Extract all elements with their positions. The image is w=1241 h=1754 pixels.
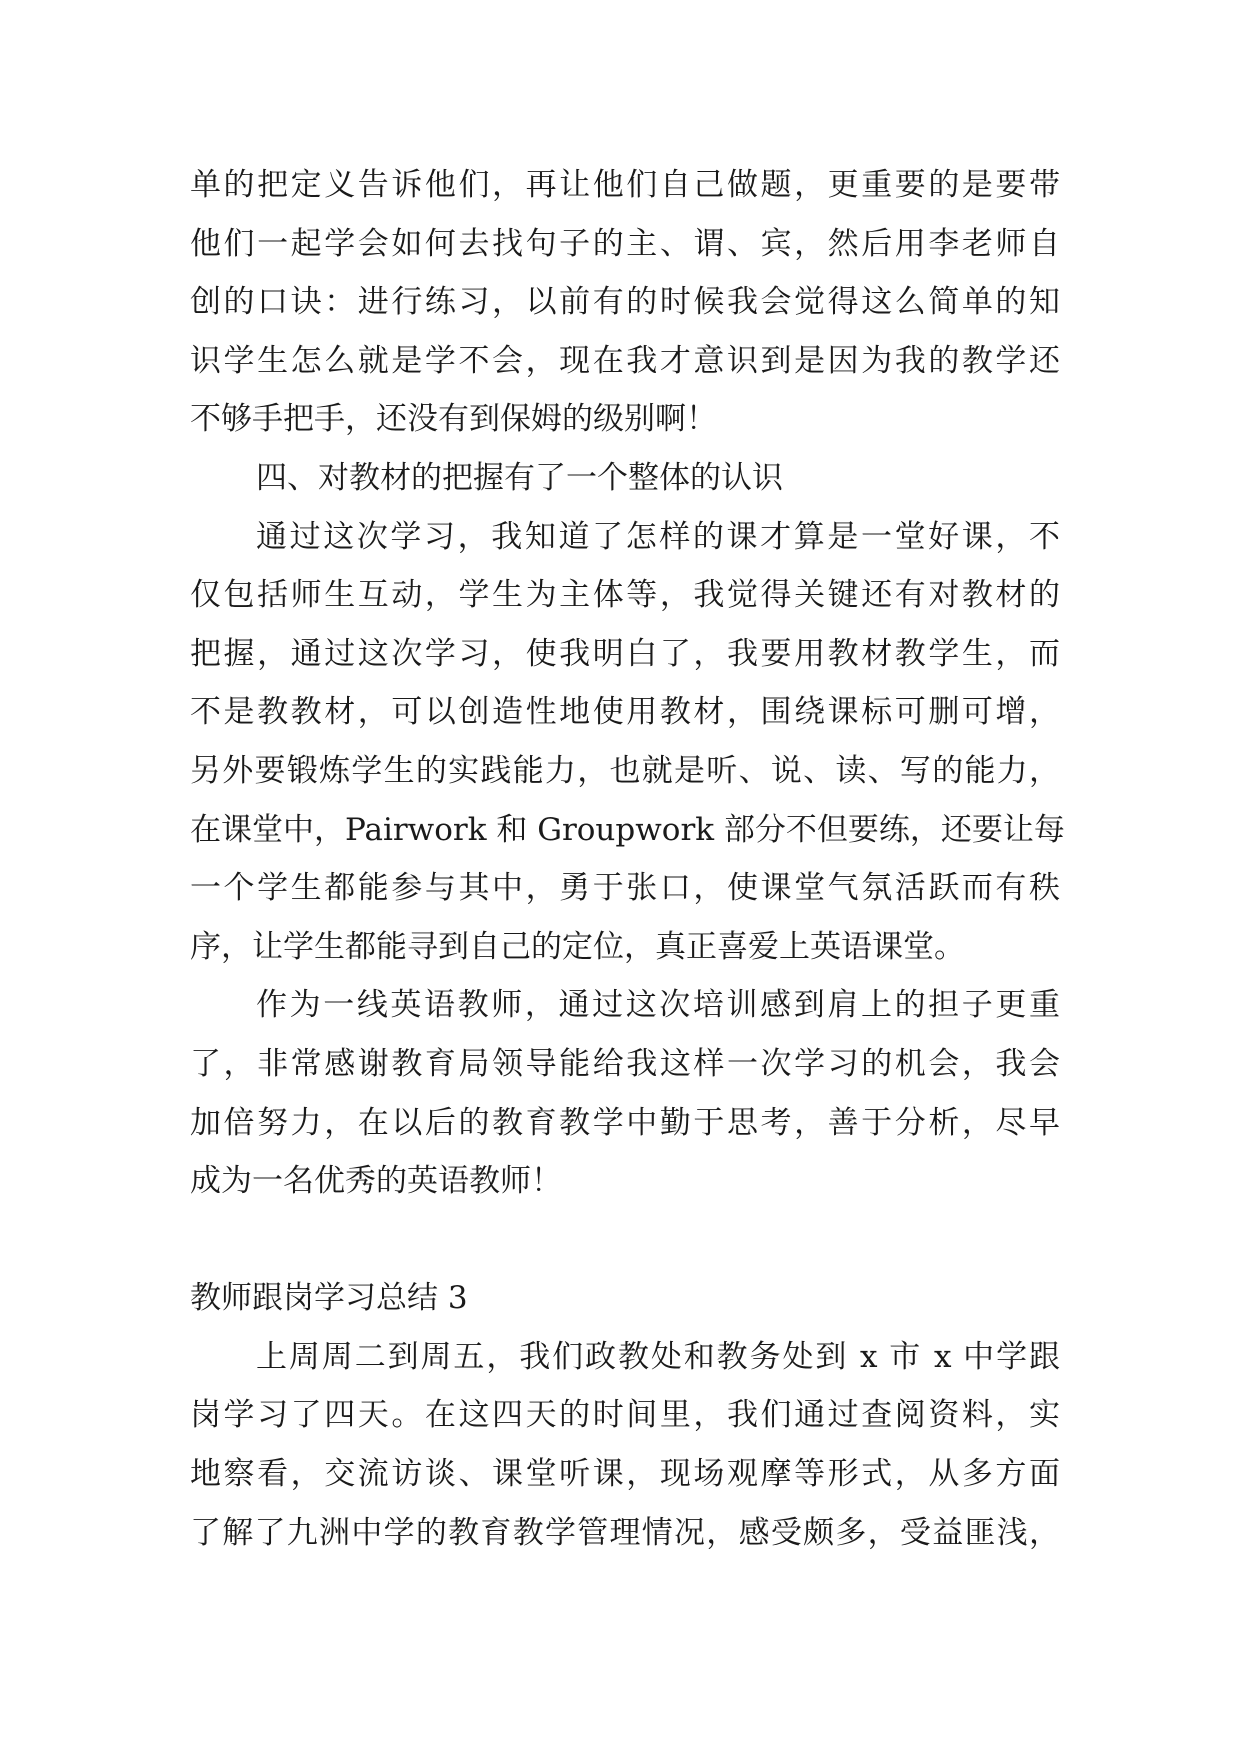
summary-three-title: 教师跟岗学习总结 3	[190, 1280, 468, 1317]
text-line: 上周周二到周五，我们政教处和教务处到 x 市 x 中学跟	[256, 1338, 1060, 1375]
section-gap	[190, 1211, 1060, 1270]
text-line: 序，让学生都能寻到自己的定位，真正喜爱上英语课堂。	[190, 928, 965, 965]
text-line: 单的把定义告诉他们，再让他们自己做题，更重要的是要带	[190, 167, 1060, 203]
paragraph-summary-three	[190, 1328, 1060, 1562]
paragraph-continued	[190, 156, 1060, 449]
text-line: 岗学习了四天。在这四天的时间里，我们通过查阅资料，实	[190, 1397, 1060, 1434]
text-line: 一个学生都能参与其中，勇于张口，使课堂气氛活跃而有秩	[190, 870, 1060, 907]
text-line: 作为一线英语教师，通过这次培训感到肩上的担子更重	[256, 987, 1060, 1024]
text-line: 通过这次学习，我知道了怎样的课才算是一堂好课，不	[256, 518, 1060, 555]
text-line: 了，非常感谢教育局领导能给我这样一次学习的机会，我会	[190, 1045, 1060, 1082]
paragraph-textbook	[190, 508, 1065, 977]
document-body	[190, 156, 1065, 1562]
text-line: 了解了九洲中学的教育教学管理情况，感受颇多，受益匪浅，	[190, 1514, 1060, 1551]
text-line: 创的口诀：进行练习，以前有的时候我会觉得这么简单的知	[190, 284, 1060, 321]
text-line: 不是教教材，可以创造性地使用教材，围绕课标可删可增，	[190, 694, 1060, 731]
text-line: 他们一起学会如何去找句子的主、谓、宾，然后用李老师自	[190, 225, 1060, 262]
text-line: 不够手把手，还没有到保姆的级别啊！	[190, 401, 717, 438]
text-line: 仅包括师生互动，学生为主体等，我觉得关键还有对教材的	[190, 577, 1060, 614]
text-line: 把握，通过这次学习，使我明白了，我要用教材教学生，而	[190, 635, 1060, 672]
text-line: 另外要锻炼学生的实践能力，也就是听、说、读、写的能力，	[190, 752, 1060, 789]
text-line: 成为一名优秀的英语教师！	[190, 1163, 562, 1200]
text-line: 在课堂中，Pairwork 和 Groupwork 部分不但要练，还要让每	[190, 811, 1065, 848]
section-four-heading: 四、对教材的把握有了一个整体的认识	[256, 459, 783, 496]
text-line: 加倍努力，在以后的教育教学中勤于思考，善于分析，尽早	[190, 1104, 1060, 1141]
text-line: 识学生怎么就是学不会，现在我才意识到是因为我的教学还	[190, 342, 1060, 379]
paragraph-conclusion	[190, 976, 1060, 1210]
text-line: 地察看，交流访谈、课堂听课，现场观摩等形式，从多方面	[190, 1456, 1060, 1493]
